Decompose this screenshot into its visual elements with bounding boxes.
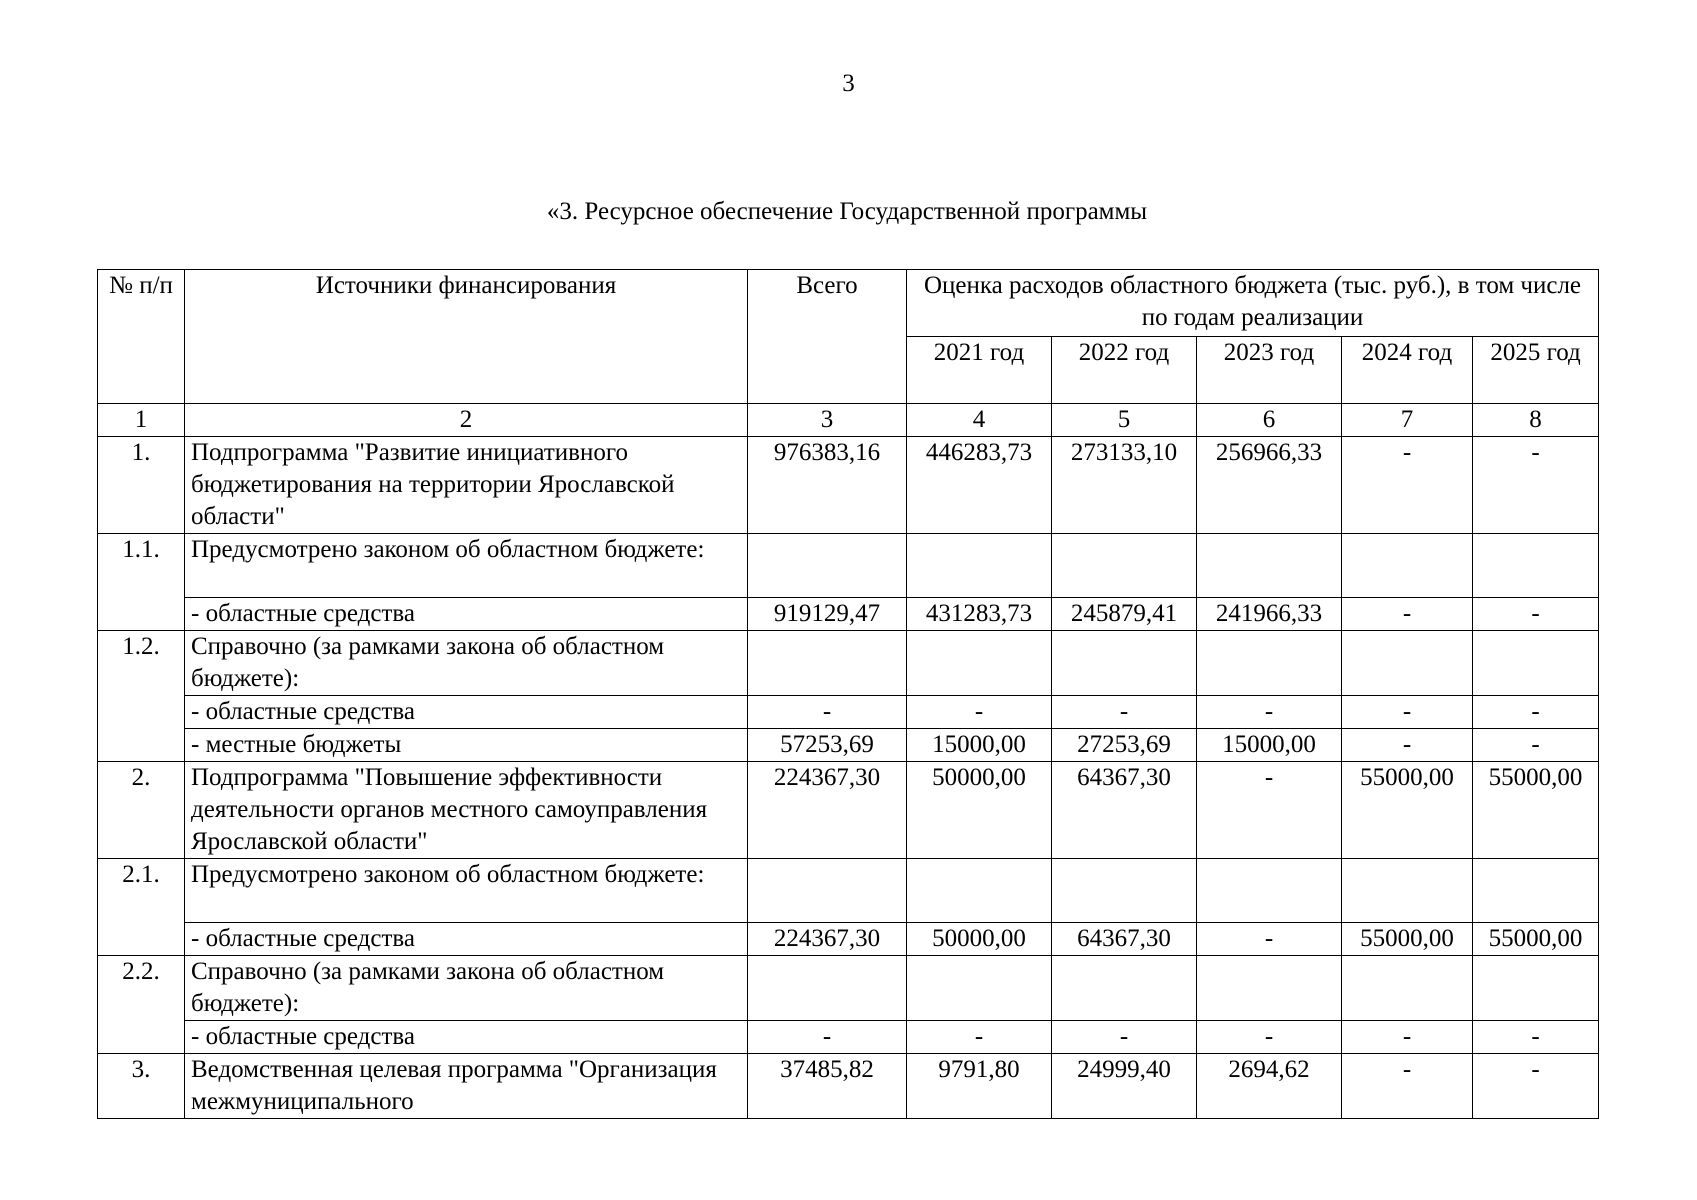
row-number: 1. — [98, 437, 185, 534]
value-2023 — [1197, 956, 1342, 1021]
table-row — [98, 729, 1599, 762]
value-2025: 55000,00 — [1473, 762, 1599, 859]
header-col-total: Всего — [748, 270, 907, 404]
row-number: 1.2. — [98, 631, 185, 762]
funding-source: - областные средства — [185, 1021, 748, 1054]
column-number: 8 — [1473, 404, 1599, 437]
value-2022: - — [1052, 696, 1197, 729]
header-col-estimate: Оценка расходов областного бюджета (тыс. руб.), в том числе по годам реализации — [907, 270, 1599, 337]
header-year-2021: 2021 год — [907, 337, 1052, 404]
column-number-row — [98, 404, 1599, 437]
value-2021: 9791,80 — [907, 1054, 1052, 1119]
table-row — [98, 534, 1599, 598]
value-2022 — [1052, 859, 1197, 923]
funding-source: Подпрограмма "Повышение эффективности деятельности органов местного самоуправления Ярославской области" — [185, 762, 748, 859]
funding-source: - местные бюджеты — [185, 729, 748, 762]
row-number: 2. — [98, 762, 185, 859]
value-2023: - — [1197, 696, 1342, 729]
value-2025: - — [1473, 1021, 1599, 1054]
funding-source: - областные средства — [185, 923, 748, 956]
value-2021 — [907, 631, 1052, 696]
value-2025: - — [1473, 729, 1599, 762]
value-2025: - — [1473, 437, 1599, 534]
column-number: 1 — [98, 404, 185, 437]
table-row — [98, 696, 1599, 729]
table-row — [98, 1021, 1599, 1054]
column-number: 7 — [1342, 404, 1473, 437]
header-year-2024: 2024 год — [1342, 337, 1473, 404]
value-2021: 431283,73 — [907, 598, 1052, 631]
funding-source: Справочно (за рамками закона об областном бюджете): — [185, 956, 748, 1021]
table-row — [98, 859, 1599, 923]
value-2023 — [1197, 534, 1342, 598]
funding-table — [97, 269, 1599, 1119]
value-2021: 50000,00 — [907, 762, 1052, 859]
header-col-source: Источники финансирования — [185, 270, 748, 404]
value-2021: 15000,00 — [907, 729, 1052, 762]
value-total — [748, 859, 907, 923]
value-2023 — [1197, 859, 1342, 923]
value-total: - — [748, 696, 907, 729]
funding-source: Предусмотрено законом об областном бюджете: — [185, 534, 748, 598]
table-row — [98, 598, 1599, 631]
column-number: 6 — [1197, 404, 1342, 437]
column-number: 3 — [748, 404, 907, 437]
value-2023: 15000,00 — [1197, 729, 1342, 762]
value-2022: 64367,30 — [1052, 923, 1197, 956]
value-2023: - — [1197, 762, 1342, 859]
value-2024: - — [1342, 696, 1473, 729]
value-2024: 55000,00 — [1342, 762, 1473, 859]
row-number: 2.1. — [98, 859, 185, 956]
funding-source: - областные средства — [185, 598, 748, 631]
document-title: «3. Ресурсное обеспечение Государственной программы — [546, 198, 1148, 225]
value-2024: - — [1342, 437, 1473, 534]
value-total: 224367,30 — [748, 762, 907, 859]
value-total: 976383,16 — [748, 437, 907, 534]
column-number: 5 — [1052, 404, 1197, 437]
value-2021: 446283,73 — [907, 437, 1052, 534]
table-row — [98, 437, 1599, 534]
value-2024: - — [1342, 1021, 1473, 1054]
value-total: 37485,82 — [748, 1054, 907, 1119]
value-2021 — [907, 859, 1052, 923]
value-2025 — [1473, 631, 1599, 696]
value-2025: 55000,00 — [1473, 923, 1599, 956]
header-year-2023: 2023 год — [1197, 337, 1342, 404]
value-2025 — [1473, 534, 1599, 598]
column-number: 2 — [185, 404, 748, 437]
value-2024: - — [1342, 598, 1473, 631]
header-row — [98, 270, 1599, 337]
table-row — [98, 631, 1599, 696]
funding-source: Подпрограмма "Развитие инициативного бюджетирования на территории Ярославской области" — [185, 437, 748, 534]
table-row — [98, 1054, 1599, 1119]
value-2022: 64367,30 — [1052, 762, 1197, 859]
value-2024: 55000,00 — [1342, 923, 1473, 956]
value-2024: - — [1342, 1054, 1473, 1119]
value-2022: 245879,41 — [1052, 598, 1197, 631]
value-2025 — [1473, 859, 1599, 923]
header-year-2022: 2022 год — [1052, 337, 1197, 404]
value-total: 57253,69 — [748, 729, 907, 762]
funding-source: - областные средства — [185, 696, 748, 729]
value-2024 — [1342, 859, 1473, 923]
value-2023: - — [1197, 1021, 1342, 1054]
value-2022 — [1052, 534, 1197, 598]
funding-source: Ведомственная целевая программа "Организация межмуниципального — [185, 1054, 748, 1119]
column-number: 4 — [907, 404, 1052, 437]
value-2021: 50000,00 — [907, 923, 1052, 956]
value-2022: 273133,10 — [1052, 437, 1197, 534]
value-2021: - — [907, 696, 1052, 729]
value-total — [748, 956, 907, 1021]
value-total — [748, 534, 907, 598]
value-2022: 27253,69 — [1052, 729, 1197, 762]
row-number: 2.2. — [98, 956, 185, 1054]
value-2022 — [1052, 631, 1197, 696]
value-2023: 2694,62 — [1197, 1054, 1342, 1119]
value-2025: - — [1473, 696, 1599, 729]
value-total — [748, 631, 907, 696]
funding-source: Предусмотрено законом об областном бюджете: — [185, 859, 748, 923]
table-row — [98, 762, 1599, 859]
value-2022: 24999,40 — [1052, 1054, 1197, 1119]
value-2023 — [1197, 631, 1342, 696]
value-2021 — [907, 534, 1052, 598]
row-number: 1.1. — [98, 534, 185, 631]
value-2024: - — [1342, 729, 1473, 762]
value-2025: - — [1473, 1054, 1599, 1119]
row-number: 3. — [98, 1054, 185, 1119]
value-total: 224367,30 — [748, 923, 907, 956]
value-2023: 241966,33 — [1197, 598, 1342, 631]
value-2022 — [1052, 956, 1197, 1021]
value-2022: - — [1052, 1021, 1197, 1054]
value-2023: - — [1197, 923, 1342, 956]
page-number: 3 — [842, 70, 855, 97]
value-2023: 256966,33 — [1197, 437, 1342, 534]
value-2024 — [1342, 631, 1473, 696]
value-total: 919129,47 — [748, 598, 907, 631]
funding-source: Справочно (за рамками закона об областном бюджете): — [185, 631, 748, 696]
value-2025 — [1473, 956, 1599, 1021]
header-col-no: № п/п — [98, 270, 185, 404]
table-row — [98, 956, 1599, 1021]
header-year-2025: 2025 год — [1473, 337, 1599, 404]
value-2021 — [907, 956, 1052, 1021]
table-row — [98, 923, 1599, 956]
value-2024 — [1342, 956, 1473, 1021]
value-2025: - — [1473, 598, 1599, 631]
value-2024 — [1342, 534, 1473, 598]
value-total: - — [748, 1021, 907, 1054]
value-2021: - — [907, 1021, 1052, 1054]
